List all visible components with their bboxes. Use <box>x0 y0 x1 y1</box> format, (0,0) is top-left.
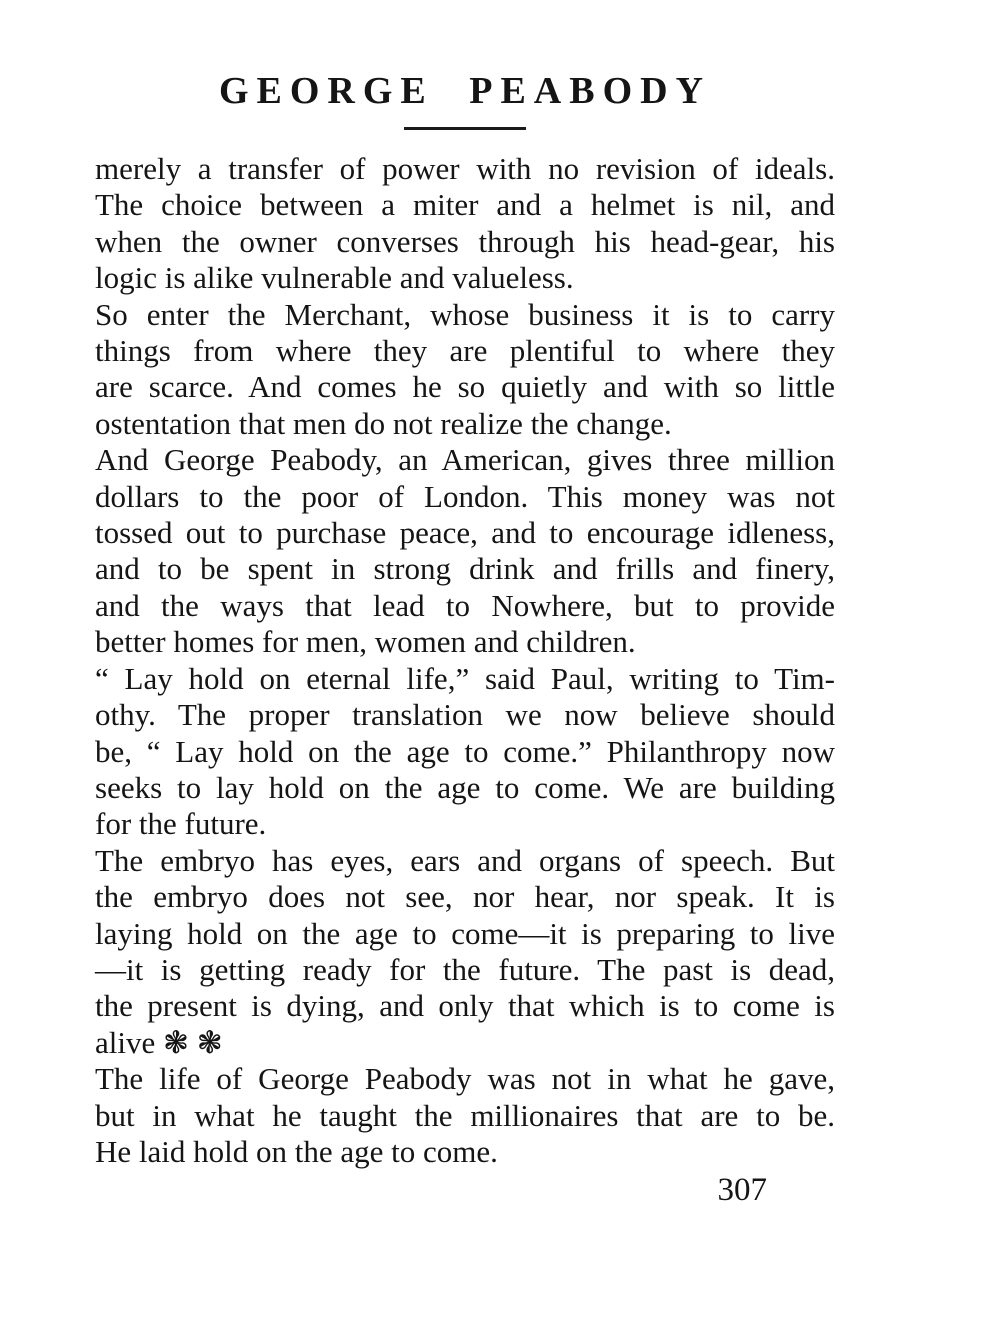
text-column <box>95 0 835 1209</box>
page-number: 307 <box>717 1172 767 1209</box>
text-line: othy. The proper translation we now believe should <box>95 697 835 733</box>
text-line: be, “ Lay hold on the age to come.” Philanthropy now <box>95 733 835 769</box>
text-line: but in what he taught the millionaires that are to be. <box>95 1097 835 1133</box>
body-text <box>95 151 835 1170</box>
paragraph <box>95 297 835 443</box>
paragraph <box>95 442 835 660</box>
text-line: the present is dying, and only that which is to come is <box>95 988 835 1024</box>
paragraph <box>95 151 835 297</box>
text-line: seeks to lay hold on the age to come. We are building <box>95 769 835 805</box>
text-line: things from where they are plentiful to where they <box>95 333 835 369</box>
text-line: and to be spent in strong drink and frills and finery, <box>95 551 835 587</box>
text-line: laying hold on the age to come—it is preparing to live <box>95 915 835 951</box>
text-line: better homes for men, women and children. <box>95 624 636 660</box>
text-line: merely a transfer of power with no revision of ideals. <box>95 151 835 186</box>
text-line: “ Lay hold on eternal life,” said Paul, writing to Tim- <box>95 660 835 696</box>
text-line: tossed out to purchase peace, and to encourage idleness, <box>95 515 835 551</box>
text-line: ostentation that men do not realize the change. <box>95 405 672 441</box>
paragraph <box>95 1061 835 1170</box>
text-line: alive ❃ ❃ <box>95 1024 223 1060</box>
text-line: —it is getting ready for the future. The past is dead, <box>95 951 835 987</box>
text-line: The choice between a miter and a helmet is nil, and <box>95 187 835 223</box>
text-line: and the ways that lead to Nowhere, but to provide <box>95 587 835 623</box>
text-line: when the owner converses through his head-gear, his <box>95 223 835 259</box>
text-line: The life of George Peabody was not in what he gave, <box>95 1061 835 1097</box>
paragraph <box>95 843 835 1061</box>
text-line: for the future. <box>95 806 267 842</box>
text-line: The embryo has eyes, ears and organs of speech. But <box>95 842 835 878</box>
text-line: are scarce. And comes he so quietly and with so little <box>95 369 835 405</box>
paragraph <box>95 661 835 843</box>
text-line: So enter the Merchant, whose business it is to carry <box>95 296 835 332</box>
text-line: the embryo does not see, nor hear, nor speak. It is <box>95 879 835 915</box>
title-rule <box>404 127 526 130</box>
page-title: GEORGE PEABODY <box>218 70 712 112</box>
text-line: And George Peabody, an American, gives three million <box>95 442 835 478</box>
text-line: logic is alike vulnerable and valueless. <box>95 260 574 296</box>
text-line: dollars to the poor of London. This money was not <box>95 478 835 514</box>
text-line: He laid hold on the age to come. <box>95 1133 498 1169</box>
